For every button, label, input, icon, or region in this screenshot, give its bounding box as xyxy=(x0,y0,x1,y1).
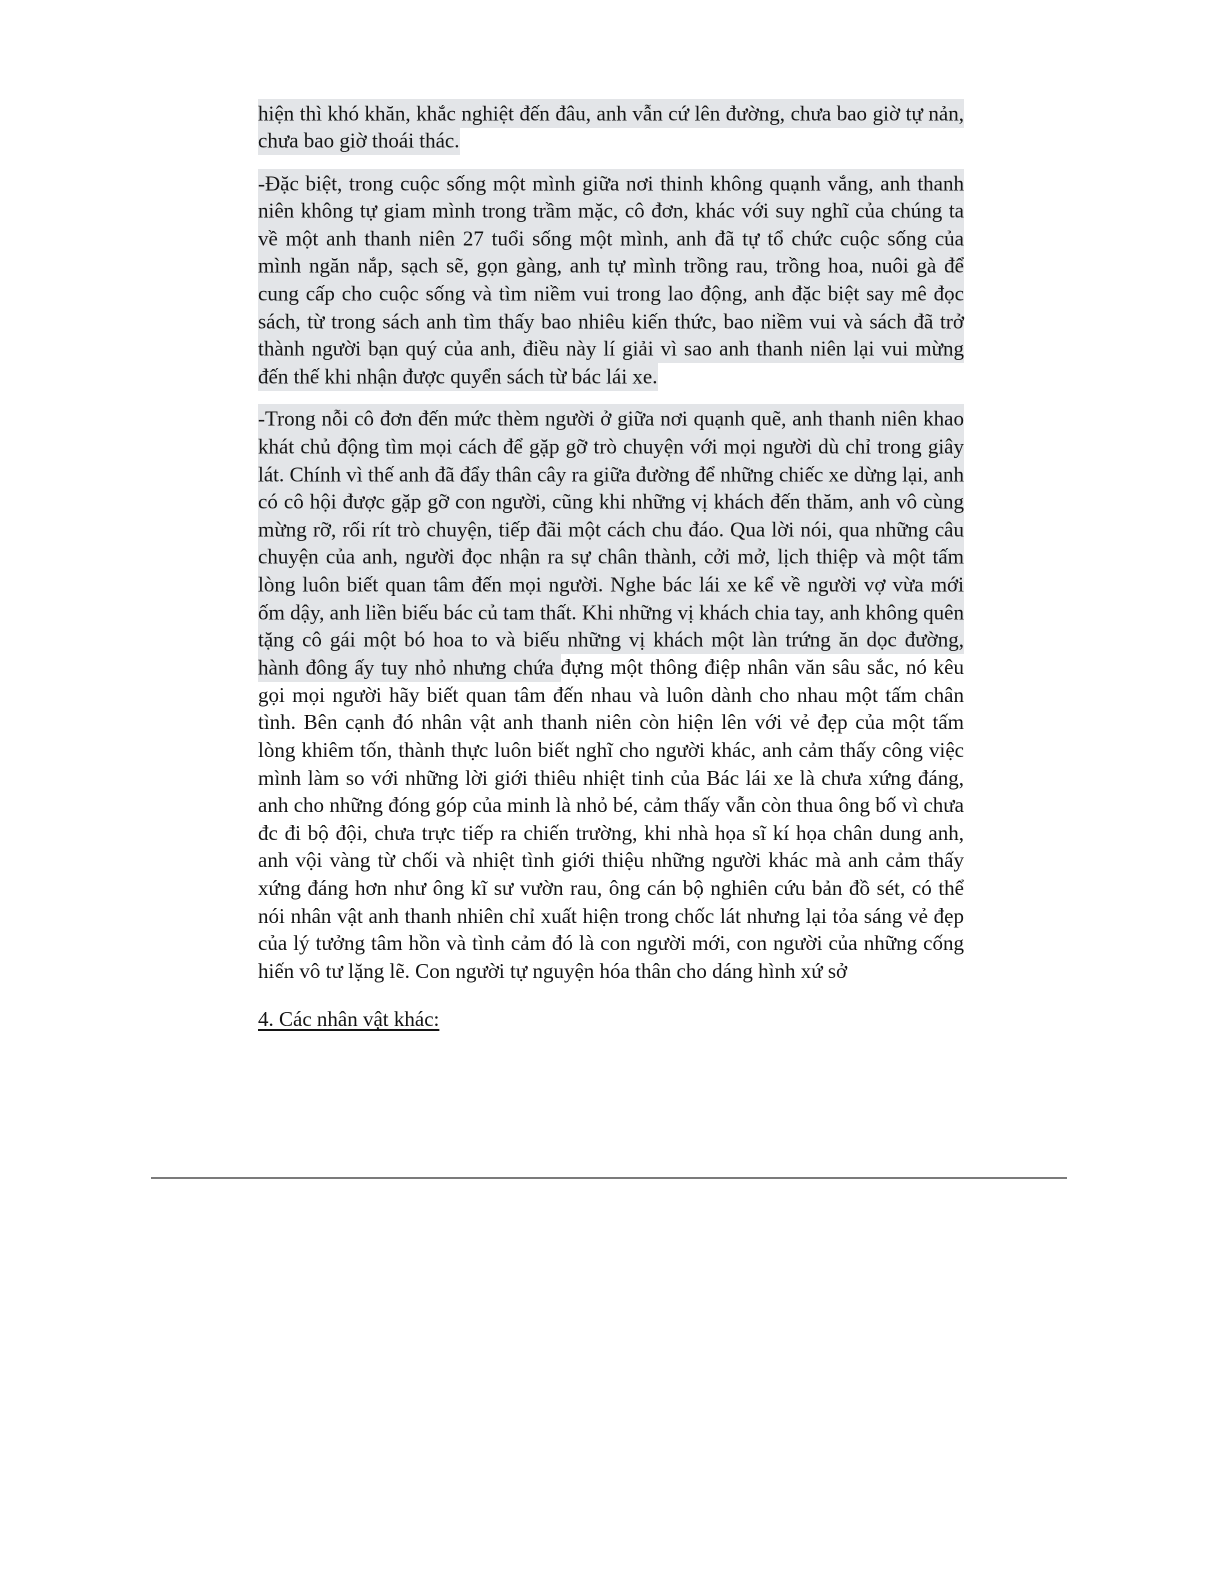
paragraph xyxy=(258,100,964,155)
highlighted-text-segment: hiện thì khó khăn, khắc nghiệt đến đâu, anh vẫn cứ lên đường, chưa bao giờ tự nản, chưa bao giờ thoái thác. xyxy=(258,99,964,156)
paragraph xyxy=(258,406,964,985)
section-heading xyxy=(258,1006,964,1034)
text-segment: đựng một thông điệp nhân văn sâu sắc, nó kêu gọi mọi người hãy biết quan tâm đến nhau và luôn dành cho nhau một tấm chân tình. Bên cạnh đó nhân vật anh thanh niên còn hiện lên với vẻ đẹp của một tấm lòng khiêm tốn, thành thực luôn biết nghĩ cho người khác, anh cảm thấy công việc mình làm so với những lời giới thiêu nhiệt tinh của Bác lái xe là chưa xứng đáng, anh cho những đóng góp của minh là nhỏ bé, cảm thấy vẫn còn thua ông bố vì chưa đc đi bộ đội, chưa trực tiếp ra chiến trường, khi nhà họa sĩ kí họa chân dung anh, anh vội vàng từ chối và nhiệt tình giới thiệu những người khác mà anh cảm thấy xứng đáng hơn như ông kĩ sư vườn rau, ông cán bộ nghiên cứu bản đồ sét, có thể nói nhân vật anh thanh nhiên chỉ xuất hiện trong chốc lát nhưng lại tỏa sáng vẻ đẹp của lý tưởng tâm hồn và tình cảm đó là con người mới, con người của những cống hiến vô tư lặng lẽ. Con người tự nguyện hóa thân cho dáng hình xứ sở xyxy=(258,655,964,983)
text-column xyxy=(258,100,964,1034)
highlighted-text-segment: -Trong nỗi cô đơn đến mức thèm người ở giữa nơi quạnh quẽ, anh thanh niên khao khát chủ động tìm mọi cách để gặp gỡ trò chuyện với mọi người dù chỉ trong giây lát. Chính vì thế anh đã đẩy thân cây ra giữa đường để những chiếc xe dừng lại, anh có cô hội được gặp gỡ con người, cũng khi những vị khách đến thăm, anh vô cùng mừng rỡ, rối rít trò chuyện, tiếp đãi một cách chu đáo. Qua lời nói, qua những câu chuyện của anh, người đọc nhận ra sự chân thành, cởi mở, lịch thiệp và một tấm lòng luôn biết quan tâm đến mọi người. Nghe bác lái xe kể về người vợ vừa mới ốm dậy, anh liền biếu bác củ tam thất. Khi những vị khách chia tay, anh không quên tặng cô gái một bó hoa to và biếu những vị khách một làn trứng ăn dọc đường, hành đông ấy tuy nhỏ nhưng chứa xyxy=(258,404,964,681)
paragraph-list xyxy=(258,100,964,985)
section-heading-text: 4. Các nhân vật khác: xyxy=(258,1007,440,1032)
page-break-divider xyxy=(151,1177,1067,1179)
paragraph xyxy=(258,170,964,391)
highlighted-text-segment: -Đặc biệt, trong cuộc sống một mình giữa nơi thinh không quạnh vắng, anh thanh niên không tự giam mình trong trầm mặc, cô đơn, khác với suy nghĩ của chúng ta về một anh thanh niên 27 tuổi sống một mình, anh đã tự tổ chức cuộc sống của mình ngăn nắp, sạch sẽ, gọn gàng, anh tự mình trồng rau, trồng hoa, nuôi gà để cung cấp cho cuộc sống và tìm niềm vui trong lao động, anh đặc biệt say mê đọc sách, từ trong sách anh tìm thấy bao nhiêu kiến thức, bao niềm vui và sách đã trở thành người bạn quý của anh, điều này lí giải vì sao anh thanh niên lại vui mừng đến thế khi nhận được quyển sách từ bác lái xe. xyxy=(258,169,964,391)
